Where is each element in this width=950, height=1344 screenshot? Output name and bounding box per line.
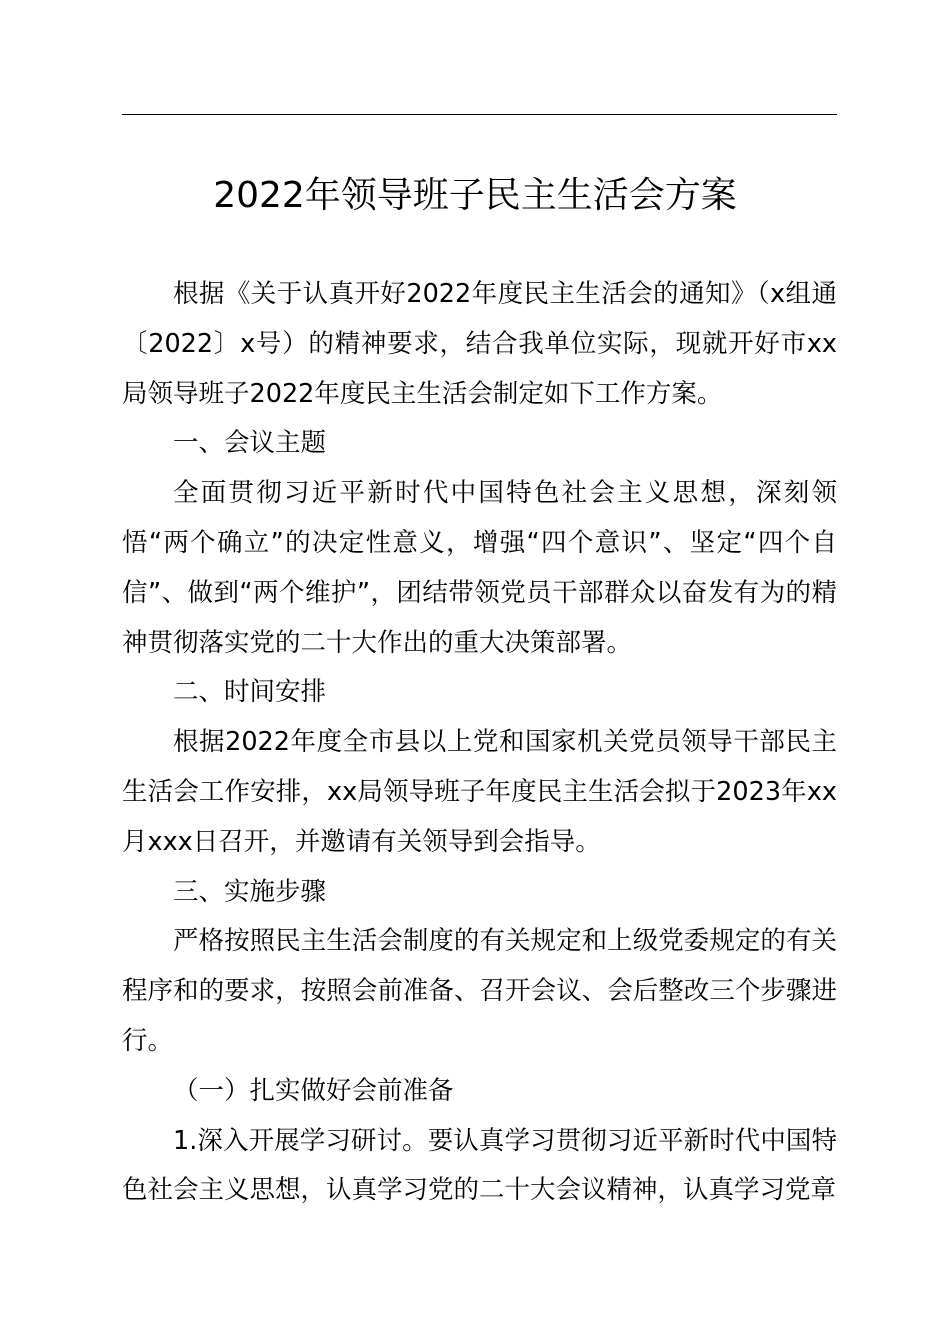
section-heading-meeting-theme: 一、会议主题	[173, 428, 327, 459]
section-heading-steps: 三、实施步骤	[173, 876, 327, 907]
study-paragraph: 1.深入开展学习研讨。要认真学习贯彻习近平新时代中国特色社会主义思想，认真学习党的二十大会议精神，认真学习党章	[122, 1125, 837, 1206]
document-body	[122, 270, 837, 1216]
steps-paragraph: 严格按照民主生活会制度的有关规定和上级党委规定的有关程序和的要求，按照会前准备、召开会议、会后整改三个步骤进行。	[122, 926, 837, 1056]
subsection-heading-preparation: （一）扎实做好会前准备	[173, 1075, 454, 1106]
document-title: 2022年领导班子民主生活会方案	[213, 175, 737, 216]
section-heading-schedule: 二、时间安排	[173, 677, 327, 708]
meeting-theme-paragraph: 全面贯彻习近平新时代中国特色社会主义思想，深刻领悟“两个确立”的决定性意义，增强“四个意识”、坚定“四个自信”、做到“两个维护”，团结带领党员干部群众以奋发有为的精神贯彻落实党的二十大作出的重大决策部署。	[122, 478, 837, 658]
schedule-paragraph: 根据2022年度全市县以上党和国家机关党员领导干部民主生活会工作安排，xx局领导班子年度民主生活会拟于2023年xx月xxx日召开，并邀请有关领导到会指导。	[122, 727, 837, 857]
intro-paragraph: 根据《关于认真开好2022年度民主生活会的通知》（x组通〔2022〕x号）的精神要求，结合我单位实际，现就开好市xx局领导班子2022年度民主生活会制定如下工作方案。	[122, 279, 837, 409]
header-rule	[122, 114, 837, 115]
